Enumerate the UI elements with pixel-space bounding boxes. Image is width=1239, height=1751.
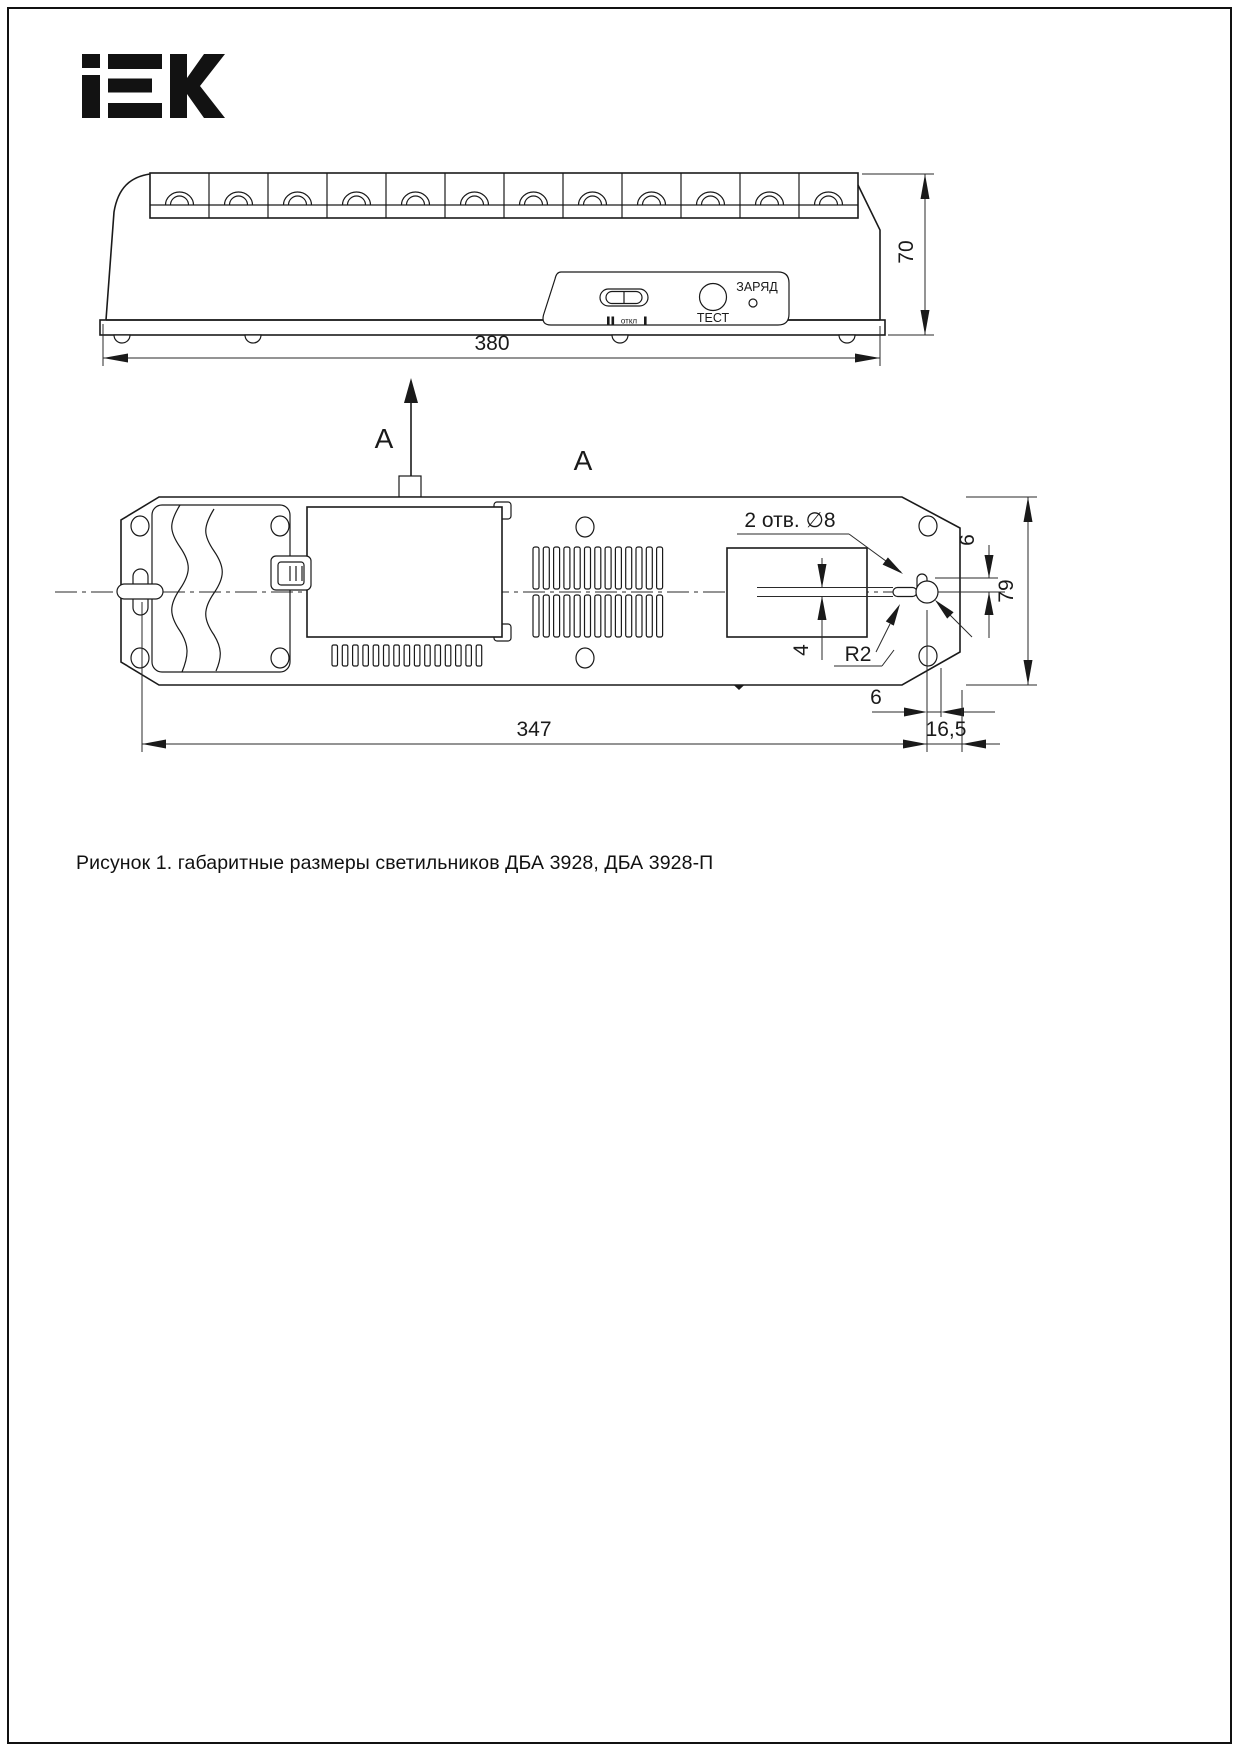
dim-height-79 [966,497,1037,685]
page-border [8,8,1231,1743]
dim-width-380 [103,324,880,366]
charge-label: ЗАРЯД [736,280,778,294]
dim-4-value: 4 [790,644,813,656]
holes-label-text: 2 отв. ∅8 [744,509,836,532]
battery-latch [271,556,311,590]
dim-79-value: 79 [995,579,1018,603]
radius-label-text: R2 [844,643,872,666]
switch-label: откл [620,316,638,326]
dim-380-value: 380 [474,332,510,355]
cable-tab [399,476,421,497]
section-arrow-label: A [374,423,394,454]
test-label: ТЕСТ [696,311,730,325]
lamp-strip [150,173,858,218]
section-arrow-up-icon [404,378,418,403]
dim-6-bottom-value: 6 [870,686,882,709]
foot [839,335,855,343]
front-body-left-edge [106,174,150,320]
front-body-right-edge [858,185,880,320]
dim-height-70 [862,174,934,335]
dim-70-value: 70 [895,240,918,264]
battery-compartment [271,502,511,641]
dim-16-5-value: 16,5 [925,718,967,741]
dim-6-top-value: 6 [956,534,979,546]
back-view [55,476,1037,752]
control-panel [543,272,789,326]
section-view-label: A [573,445,593,476]
test-button-icon [700,284,727,311]
foot [114,335,130,343]
terminal-compartment [727,548,867,637]
dim-347-value: 347 [516,718,552,741]
foot [245,335,261,343]
front-view [100,173,934,366]
figure-caption: Рисунок 1. габаритные размеры светильников ДБА 3928, ДБА 3928-П [76,852,714,874]
foot [612,335,628,343]
